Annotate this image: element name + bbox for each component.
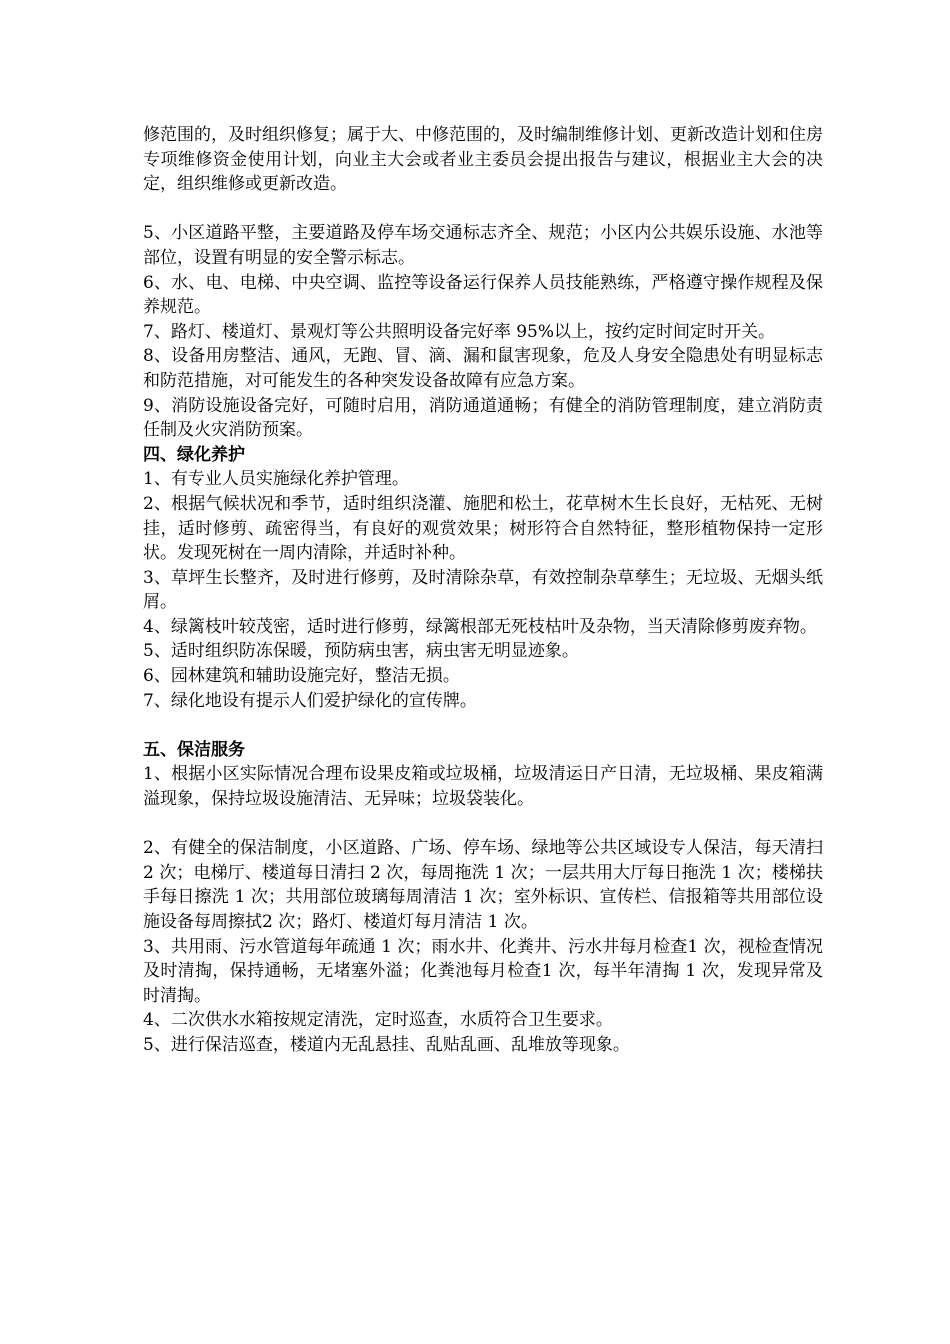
section-maintenance-continued — [143, 123, 823, 443]
document-page — [143, 123, 823, 1058]
paragraph-greening-4: 4、绿篱枝叶较茂密，适时进行修剪，绿篱根部无死枝枯叶及杂物，当天清除修剪废弃物。 — [143, 616, 817, 637]
section-greening — [143, 443, 823, 738]
paragraph-greening-6: 6、园林建筑和辅助设施完好，整洁无损。 — [143, 666, 460, 687]
paragraph-cleaning-5: 5、进行保洁巡查，楼道内无乱悬挂、乱贴乱画、乱堆放等现象。 — [143, 1034, 630, 1055]
section-heading-greening: 四、绿化养护 — [143, 444, 245, 465]
paragraph-cleaning-4: 4、二次供水水箱按规定清洗，定时巡查，水质符合卫生要求。 — [143, 1010, 613, 1031]
paragraph-greening-5: 5、适时组织防冻保暖，预防病虫害，病虫害无明显迹象。 — [143, 641, 579, 662]
blank-line — [143, 812, 823, 837]
blank-line — [143, 713, 823, 738]
paragraph-item-8: 8、设备用房整洁、通风，无跑、冒、滴、漏和鼠害现象，危及人身安全隐患处有明显标志和防范措施，对可能发生的各种突发设备故障有应急方案。 — [143, 346, 823, 391]
blank-line — [143, 197, 823, 222]
paragraph-repair-continued: 修范围的，及时组织修复；属于大、中修范围的，及时编制维修计划、更新改造计划和住房专项维修资金使用计划，向业主大会或者业主委员会提出报告与建议，根据业主大会的决定，组织维修或更新改造。 — [143, 125, 823, 195]
paragraph-item-5: 5、小区道路平整，主要道路及停车场交通标志齐全、规范；小区内公共娱乐设施、水池等部位，设置有明显的安全警示标志。 — [143, 223, 823, 268]
paragraph-cleaning-2: 2、有健全的保洁制度，小区道路、广场、停车场、绿地等公共区域设专人保洁，每天清扫 2 次；电梯厅、楼道每日清扫 2 次，每周拖洗 1 次；一层共用大厅每日拖洗 1 次；楼梯扶手每日擦洗 1 次；共用部位玻璃每周清洁 1 次；室外标识、宣传栏、信报箱等共用部位设施设备每周擦拭2 次；路灯、楼道灯每月清洁 1 次。 — [143, 838, 823, 932]
paragraph-greening-1: 1、有专业人员实施绿化养护管理。 — [143, 469, 409, 490]
paragraph-greening-2: 2、根据气候状况和季节，适时组织浇灌、施肥和松土，花草树木生长良好，无枯死、无树挂，适时修剪、疏密得当，有良好的观赏效果；树形符合自然特征，整形植物保持一定形状。发现死树在一周内清除，并适时补种。 — [143, 493, 823, 564]
paragraph-cleaning-3: 3、共用雨、污水管道每年疏通 1 次；雨水井、化粪井、污水井每月检查1 次，视检查情况及时清掏，保持通畅，无堵塞外溢；化粪池每月检查1 次，每半年清掏 1 次，发现异常及时清掏。 — [143, 936, 823, 1006]
paragraph-item-6: 6、水、电、电梯、中央空调、监控等设备运行保养人员技能熟练，严格遵守操作规程及保养规范。 — [143, 272, 823, 318]
section-cleaning — [143, 738, 823, 1058]
paragraph-item-7: 7、路灯、楼道灯、景观灯等公共照明设备完好率 95%以上，按约定时间定时开关。 — [143, 321, 776, 342]
section-heading-cleaning: 五、保洁服务 — [143, 739, 245, 760]
paragraph-greening-3: 3、草坪生长整齐，及时进行修剪，及时清除杂草，有效控制杂草孳生；无垃圾、无烟头纸屑。 — [143, 567, 823, 613]
paragraph-greening-7: 7、绿化地设有提示人们爱护绿化的宣传牌。 — [143, 690, 477, 711]
paragraph-item-9: 9、消防设施设备完好，可随时启用，消防通道通畅；有健全的消防管理制度，建立消防责任制及火灾消防预案。 — [143, 395, 823, 441]
paragraph-cleaning-1: 1、根据小区实际情况合理布设果皮箱或垃圾桶，垃圾清运日产日清，无垃圾桶、果皮箱满溢现象，保持垃圾设施清洁、无异味；垃圾袋装化。 — [143, 764, 823, 810]
